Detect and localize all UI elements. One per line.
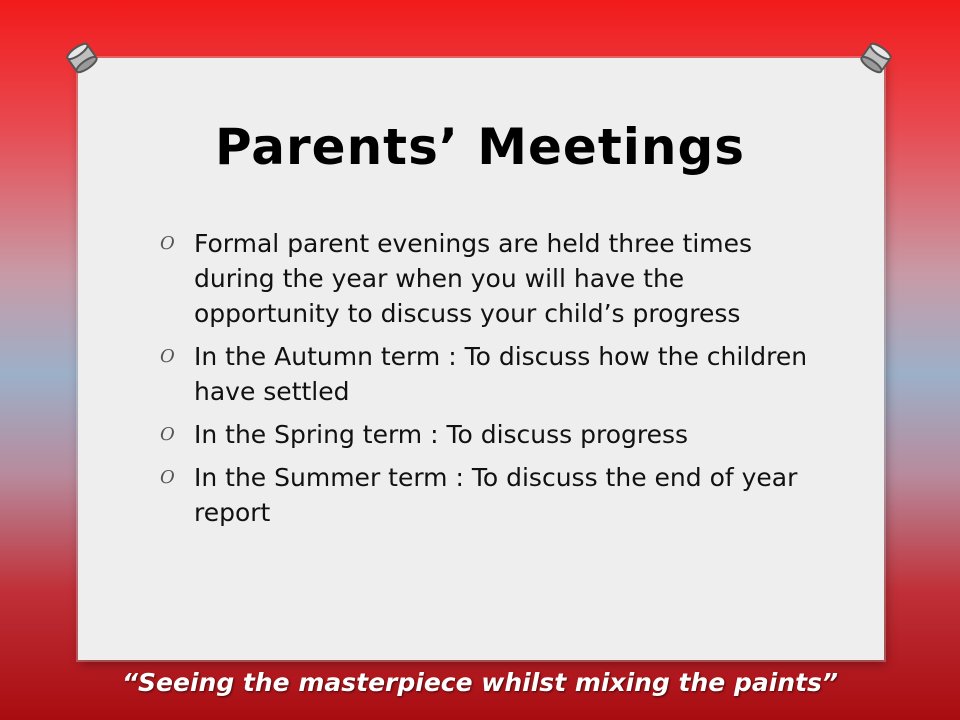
list-item xyxy=(160,417,820,452)
bullet-text: In the Autumn term : To discuss how the children have settled xyxy=(194,342,808,406)
bullet-text: Formal parent evenings are held three times during the year when you will have the opportunity to discuss your child’s progress xyxy=(194,229,753,328)
list-item xyxy=(160,226,820,331)
list-item xyxy=(160,339,820,409)
bullet-marker: O xyxy=(160,233,175,254)
bullet-text: In the Summer term : To discuss the end of year report xyxy=(194,463,798,527)
slide-title: Parents’ Meetings xyxy=(214,118,746,176)
tagline: “Seeing the masterpiece whilst mixing the paints” xyxy=(121,668,839,697)
bullet-marker: O xyxy=(160,424,175,445)
pushpin-icon xyxy=(856,38,896,78)
bullet-marker: O xyxy=(160,346,175,367)
bullet-marker: O xyxy=(160,467,175,488)
bullet-list xyxy=(160,226,820,538)
list-item xyxy=(160,460,820,530)
pushpin-icon xyxy=(62,38,102,78)
bullet-text: In the Spring term : To discuss progress xyxy=(194,420,689,449)
